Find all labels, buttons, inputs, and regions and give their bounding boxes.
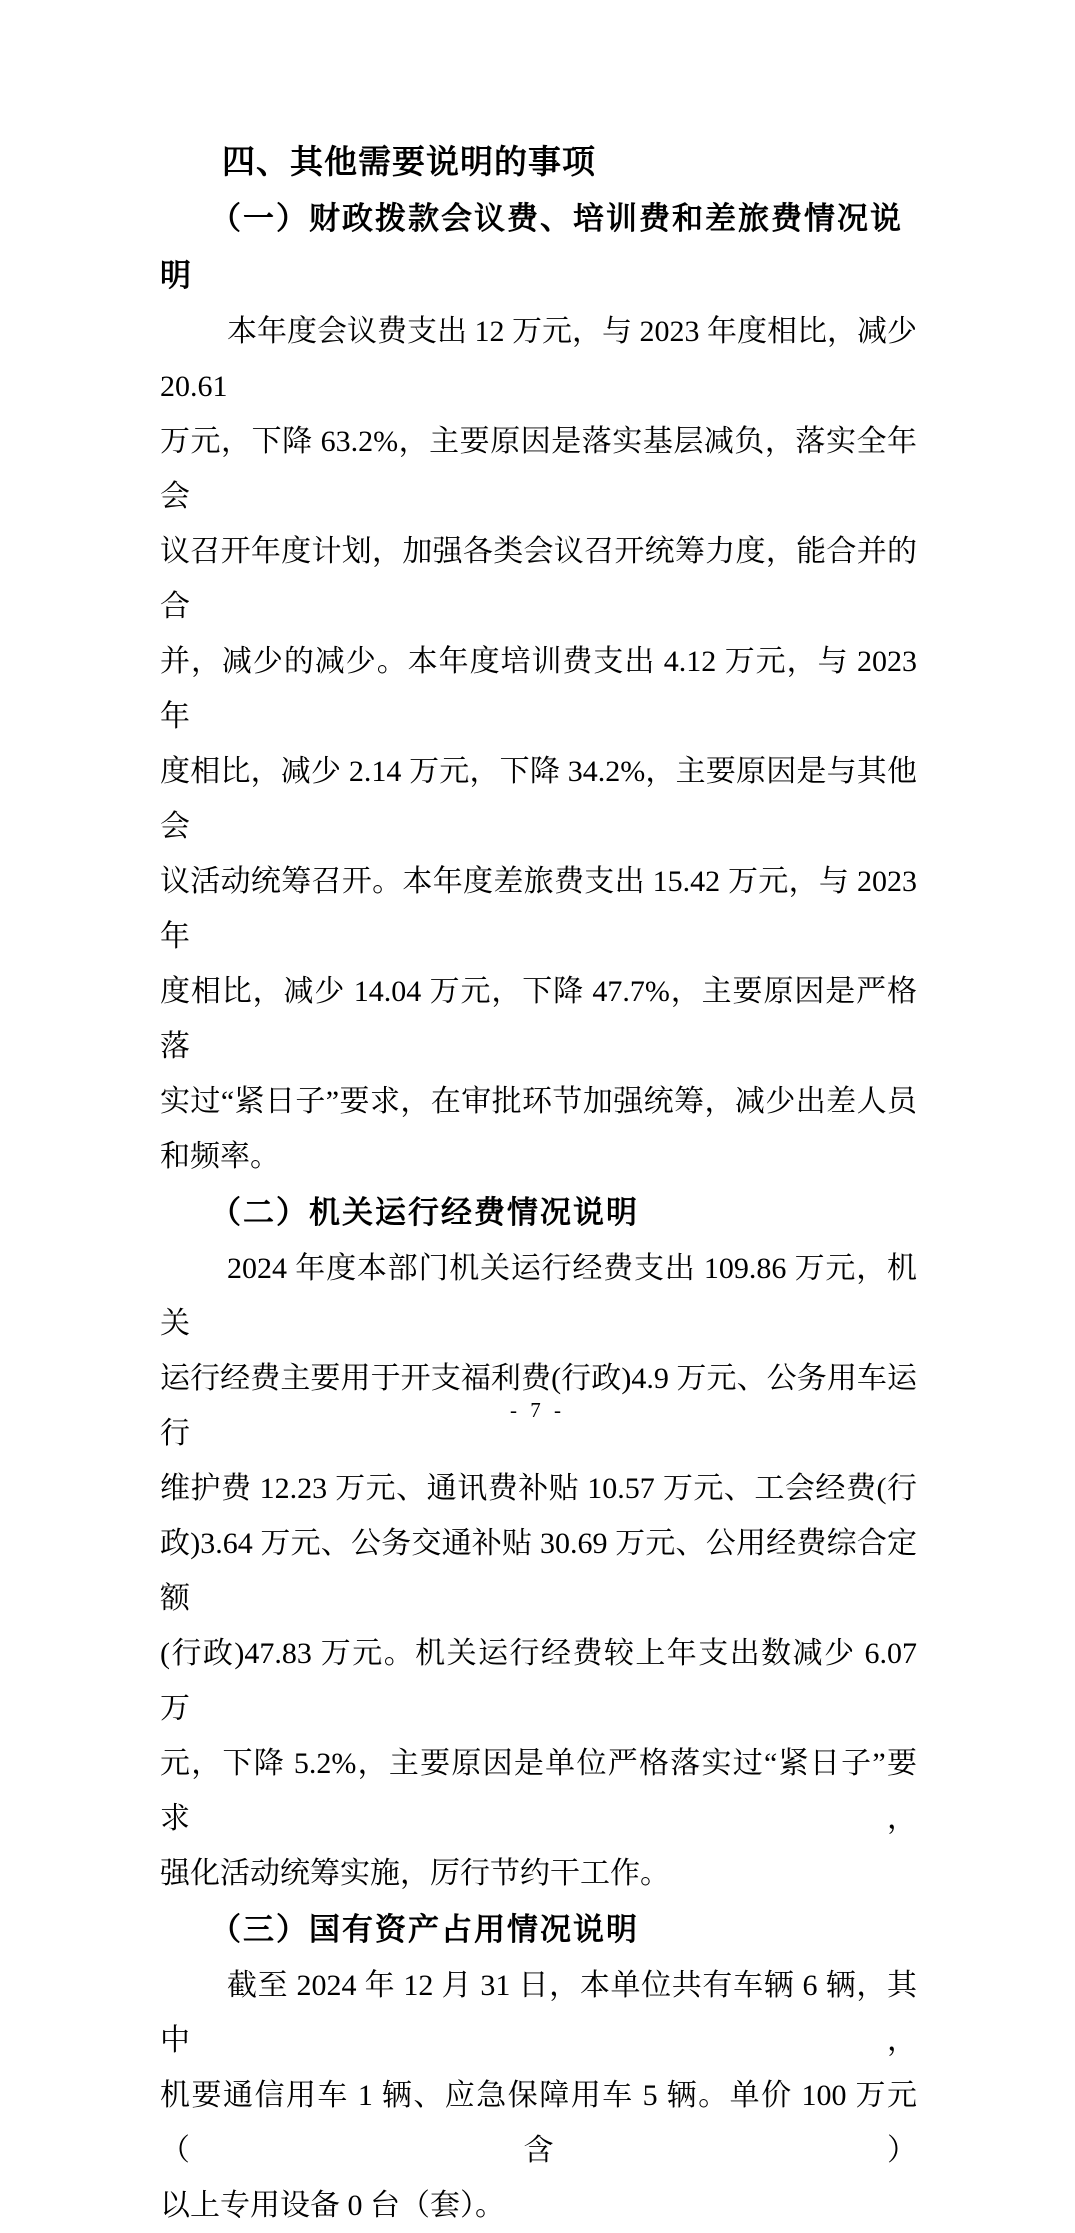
text-line: 运行经费主要用于开支福利费(行政)4.9 万元、公务用车运行 [160, 1362, 917, 1450]
text-line: 强化活动统筹实施，厉行节约干工作。 [160, 1857, 670, 1890]
text-line: 实过“紧日子”要求，在审批环节加强统筹，减少出差人员 [160, 1085, 917, 1118]
text-line: 并，减少的减少。本年度培训费支出 4.12 万元，与 2023 年 [160, 645, 917, 733]
text-line: 度相比，减少 2.14 万元，下降 34.2%，主要原因是与其他会 [160, 755, 917, 843]
subsection-heading-1: （一）财政拨款会议费、培训费和差旅费情况说明 [160, 201, 903, 293]
text-line: (行政)47.83 万元。机关运行经费较上年支出数减少 6.07 万 [160, 1637, 917, 1725]
text-line: 以上专用设备 0 台（套）。 [160, 2189, 505, 2222]
subsection-heading-3: （三）国有资产占用情况说明 [210, 1912, 639, 1947]
section-heading: 四、其他需要说明的事项 [222, 143, 596, 180]
text-line: 截至 2024 年 12 月 31 日，本单位共有车辆 6 辆，其中， [160, 1969, 917, 2057]
text-line: 政)3.64 万元、公务交通补贴 30.69 万元、公用经费综合定额 [160, 1527, 917, 1615]
text-line: 议活动统筹召开。本年度差旅费支出 15.42 万元，与 2023 年 [160, 865, 917, 953]
subsection-heading-2: （二）机关运行经费情况说明 [210, 1195, 639, 1230]
text-line: 度相比，减少 14.04 万元，下降 47.7%，主要原因是严格落 [160, 975, 917, 1063]
text-line: 2024 年度本部门机关运行经费支出 109.86 万元，机关 [160, 1252, 917, 1340]
text-line: 本年度会议费支出 12 万元，与 2023 年度相比，减少 20.61 [160, 315, 917, 403]
text-line: 议召开年度计划，加强各类会议召开统筹力度，能合并的合 [160, 535, 917, 623]
text-line: 机要通信用车 1 辆、应急保障用车 5 辆。单价 100 万元（含） [160, 2079, 917, 2167]
text-line: 维护费 12.23 万元、通讯费补贴 10.57 万元、工会经费(行 [160, 1472, 917, 1505]
text-line: 和频率。 [160, 1140, 280, 1173]
document-content [160, 133, 917, 2233]
text-line: 万元，下降 63.2%，主要原因是落实基层减负，落实全年会 [160, 425, 917, 513]
text-line: 元，下降 5.2%，主要原因是单位严格落实过“紧日子”要求， [160, 1747, 917, 1835]
page-number: - 7 - [510, 1398, 565, 1422]
